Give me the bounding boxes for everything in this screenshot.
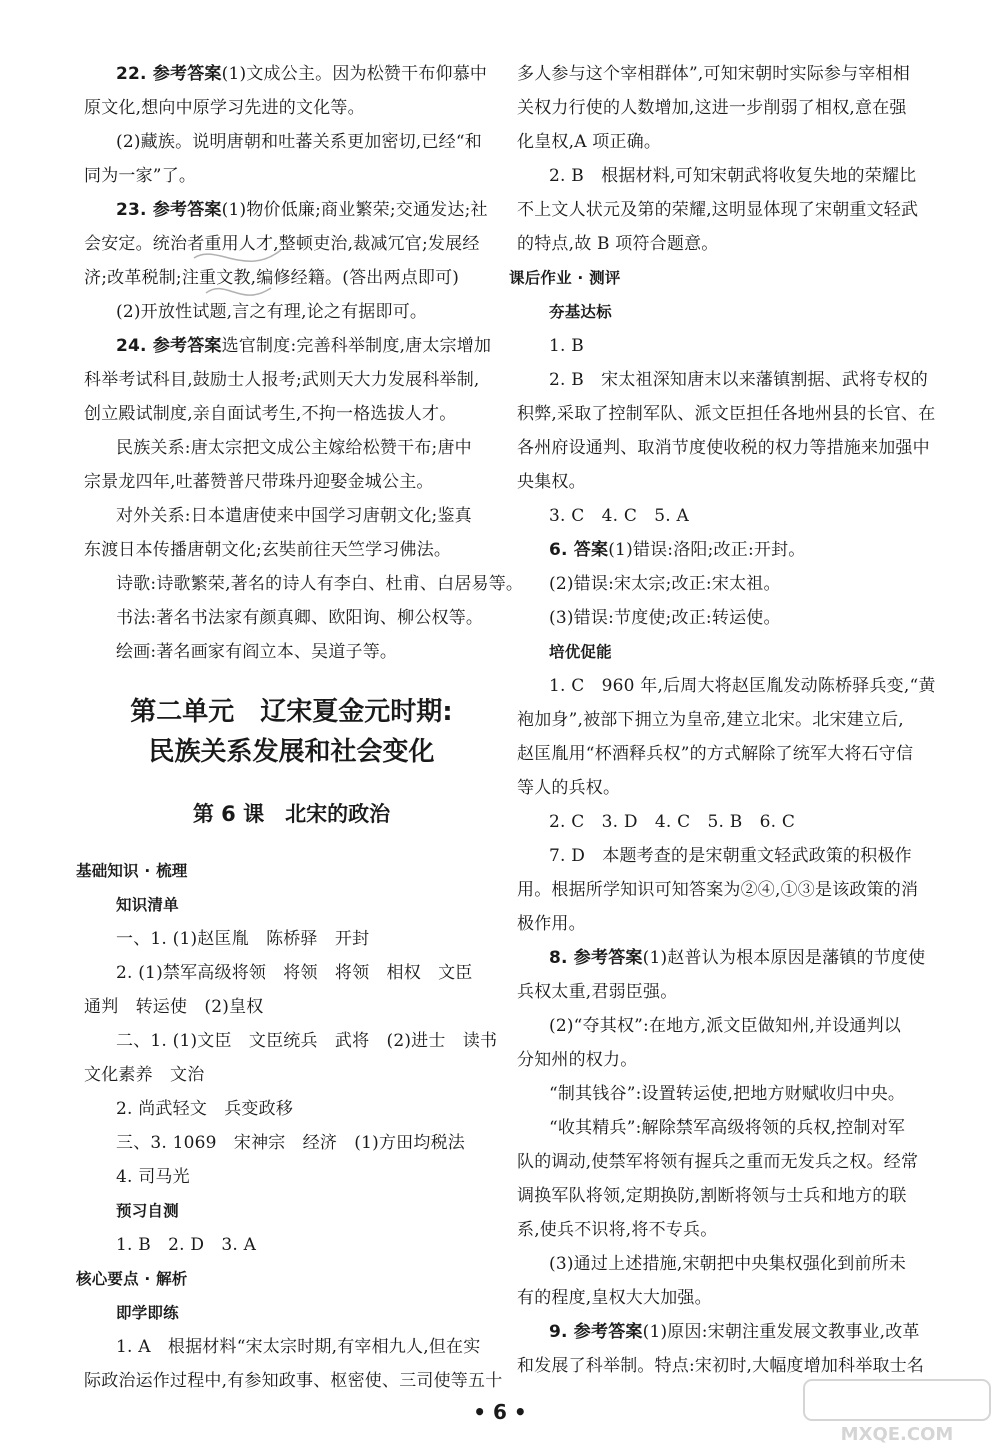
text-line: (2)错误:宋太宗;改正:宋太祖。 — [549, 574, 781, 594]
svg-text:MXQE.COM: MXQE.COM — [840, 1424, 954, 1445]
text-line: 兵权太重,君弱臣强。 — [517, 982, 678, 1002]
text-line: 1. B 2. D 3. A — [116, 1235, 257, 1255]
text-line: 东渡日本传播唐朝文化;玄奘前往天竺学习佛法。 — [84, 540, 452, 560]
answer-9: 9. 参考答案(1)原因:宋朝注重发展文教事业,改革 — [549, 1322, 920, 1342]
text-line: “收其精兵”:解除禁军高级将领的兵权,控制对军 — [549, 1118, 906, 1138]
text-line: 2. B 宋太祖深知唐末以来藩镇割据、武将专权的 — [549, 370, 928, 390]
text-line: 2. (1)禁军高级将领 将领 将领 相权 文臣 — [116, 963, 473, 983]
text-line: 分知州的权力。 — [517, 1050, 638, 1070]
text-line: (3)错误:节度使;改正:转运使。 — [549, 608, 781, 628]
text-line: 1. A 根据材料“宋太宗时期,有宰相九人,但在实 — [116, 1337, 481, 1357]
text-line: 关权力行使的人数增加,这进一步削弱了相权,意在强 — [517, 98, 907, 118]
text-line: 原文化,想向中原学习先进的文化等。 — [84, 98, 365, 118]
answer-22: 22. 参考答案(1)文成公主。因为松赞干布仰慕中 — [116, 64, 488, 84]
text-line: 会安定。统治者重用人才,整顿吏治,裁减冗官;发展经 — [84, 234, 480, 254]
text-line: 调换军队将领,定期换防,割断将领与士兵和地方的联 — [517, 1186, 907, 1206]
text-line: 科举考试科目,鼓励士人报考;武则天大力发展科举制, — [84, 370, 480, 390]
text-line: 化皇权,A 项正确。 — [517, 132, 662, 152]
text-line: 4. 司马光 — [116, 1167, 190, 1187]
text-line: 等人的兵权。 — [517, 778, 621, 798]
section-heading: 基础知识 · 梳理 — [76, 862, 188, 880]
subsection-heading: 预习自测 — [116, 1202, 179, 1220]
unit-title: 第二单元 辽宋夏金元时期: — [130, 697, 453, 727]
text-line: 3. C 4. C 5. A — [549, 506, 689, 526]
subsection-heading: 培优促能 — [549, 643, 612, 661]
text-line: 三、3. 1069 宋神宗 经济 (1)方田均税法 — [116, 1133, 465, 1153]
text-line: 2. C 3. D 4. C 5. B 6. C — [549, 812, 796, 832]
subsection-heading: 即学即练 — [116, 1304, 179, 1322]
text-line: (2)“夺其权”:在地方,派文臣做知州,并设通判以 — [549, 1016, 901, 1036]
lesson-title: 第 6 课 北宋的政治 — [192, 802, 391, 826]
text-line: 绘画:著名画家有阎立本、吴道子等。 — [116, 642, 398, 662]
text-line: 通判 转运使 (2)皇权 — [84, 997, 264, 1017]
subsection-heading: 夯基达标 — [549, 303, 612, 321]
text-line: 队的调动,使禁军将领有握兵之重而无发兵之权。经常 — [517, 1152, 919, 1172]
page-number: • 6 • — [473, 1400, 527, 1424]
text-line: 1. B — [549, 336, 584, 356]
answer-23: 23. 参考答案(1)物价低廉;商业繁荣;交通发达;社 — [116, 200, 488, 220]
text-line: 赵匡胤用“杯酒释兵权”的方式解除了统军大将石守信 — [517, 744, 914, 764]
text-line: 书法:著名书法家有颜真卿、欧阳询、柳公权等。 — [116, 608, 484, 628]
text-line: (3)通过上述措施,宋朝把中央集权强化到前所未 — [549, 1254, 907, 1274]
answer-6: 6. 答案(1)错误:洛阳;改正:开封。 — [549, 540, 806, 560]
text-line: 的特点,故 B 项符合题意。 — [517, 234, 719, 254]
text-line: 袍加身”,被部下拥立为皇帝,建立北宋。北宋建立后, — [517, 710, 904, 730]
text-line: 2. 尚武轻文 兵变政移 — [116, 1099, 294, 1119]
text-line: 文化素养 文治 — [84, 1065, 205, 1085]
text-line: 积弊,采取了控制军队、派文臣担任各地州县的长官、在 — [517, 404, 936, 424]
text-line: (2)藏族。说明唐朝和吐蕃关系更加密切,已经“和 — [116, 132, 482, 152]
text-line: 2. B 根据材料,可知宋朝武将收复失地的荣耀比 — [549, 166, 917, 186]
text-line: 一、1. (1)赵匡胤 陈桥驿 开封 — [116, 929, 370, 949]
handwritten-marks — [186, 238, 296, 318]
watermark-logo — [802, 1376, 992, 1446]
text-line: 1. C 960 年,后周大将赵匡胤发动陈桥驿兵变,“黄 — [549, 676, 936, 696]
text-line: (2)开放性试题,言之有理,论之有据即可。 — [116, 302, 428, 322]
text-line: 民族关系:唐太宗把文成公主嫁给松赞干布;唐中 — [116, 438, 472, 458]
text-line: 有的程度,皇权大大加强。 — [517, 1288, 712, 1308]
text-line: 二、1. (1)文臣 文臣统兵 武将 (2)进士 读书 — [116, 1031, 498, 1051]
text-line: 诗歌:诗歌繁荣,著名的诗人有李白、杜甫、白居易等。 — [116, 574, 524, 594]
answer-24: 24. 参考答案选官制度:完善科举制度,唐太宗增加 — [116, 336, 492, 356]
text-line: 同为一家”了。 — [84, 166, 197, 186]
text-line: 济;改革税制;注重文教,编修经籍。(答出两点即可) — [84, 268, 460, 288]
text-line: 各州府设通判、取消节度使收税的权力等措施来加强中 — [517, 438, 930, 458]
text-line: “制其钱谷”:设置转运使,把地方财赋收归中央。 — [549, 1084, 906, 1104]
text-line: 极作用。 — [517, 914, 586, 934]
text-line: 央集权。 — [517, 472, 586, 492]
text-line: 宗景龙四年,吐蕃赞普尺带珠丹迎娶金城公主。 — [84, 472, 434, 492]
text-line: 系,使兵不识将,将不专兵。 — [517, 1220, 718, 1240]
subsection-heading: 知识清单 — [116, 896, 179, 914]
section-heading: 核心要点 · 解析 — [76, 1270, 188, 1288]
text-line: 创立殿试制度,亲自面试考生,不拘一格选拔人才。 — [84, 404, 457, 424]
text-line: 对外关系:日本遣唐使来中国学习唐朝文化;鉴真 — [116, 506, 472, 526]
unit-subtitle: 民族关系发展和社会变化 — [148, 737, 435, 767]
answer-8: 8. 参考答案(1)赵普认为根本原因是藩镇的节度使 — [549, 948, 926, 968]
text-line: 用。根据所学知识可知答案为②④,①③是该政策的消 — [517, 880, 919, 900]
section-heading: 课后作业 · 测评 — [509, 269, 621, 287]
text-line: 多人参与这个宰相群体”,可知宋朝时实际参与宰相相 — [517, 64, 910, 84]
text-line: 和发展了科举制。特点:宋初时,大幅度增加科举取士名 — [517, 1356, 925, 1376]
text-line: 7. D 本题考查的是宋朝重文轻武政策的积极作 — [549, 846, 912, 866]
text-line: 不上文人状元及第的荣耀,这明显体现了宋朝重文轻武 — [517, 200, 919, 220]
text-line: 际政治运作过程中,有参知政事、枢密使、三司使等五十 — [84, 1371, 503, 1391]
